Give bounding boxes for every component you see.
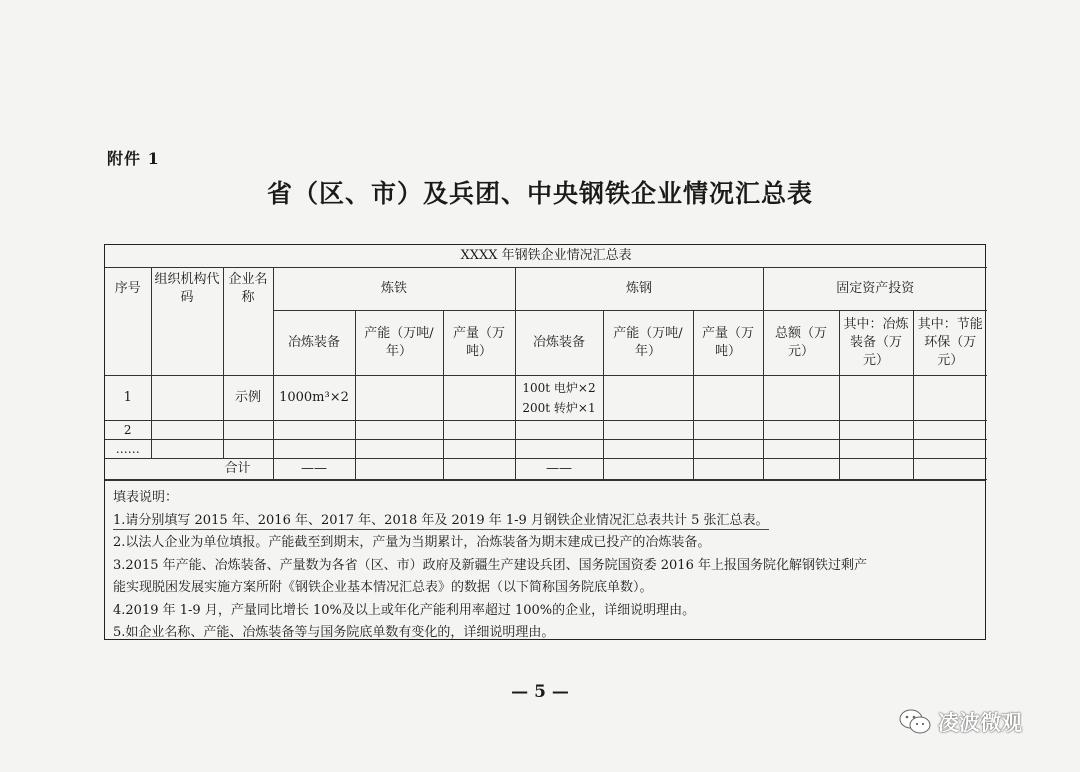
note-item-2: 2.以法人企业为单位填报。产能截至到期末，产量为当期累计，冶炼装备为期末建成已投产的冶炼装备。 — [113, 535, 711, 550]
header-steel-output: 产量（万吨） — [693, 311, 763, 376]
note-item-3: 3.2015 年产能、冶炼装备、产量数为各省（区、市）政府及新疆生产建设兵团、国务院国资委 2016 年上报国务院化解钢铁过剩产 — [113, 557, 867, 573]
header-iron-capacity: 产能（万吨/年） — [355, 311, 443, 376]
total-row — [105, 459, 987, 480]
note-item-1-text: 1.请分别填写 2015 年、2016 年、2017 年、2018 年及 2019 年 1-9 月钢铁企业情况汇总表共计 5 张汇总表。 — [113, 512, 769, 528]
header-of-which-energy: 其中：节能环保（万元） — [913, 311, 987, 376]
header-iron-output: 产量（万吨） — [443, 311, 515, 376]
header-org-code: 组织机构代码 — [151, 268, 223, 376]
header-seq: 序号 — [105, 268, 151, 376]
cell-total-amount — [763, 376, 839, 421]
header-ironmaking: 炼铁 — [273, 268, 515, 311]
notes-heading: 填表说明： — [113, 490, 179, 505]
table-row — [105, 440, 987, 459]
document-title: 省（区、市）及兵团、中央钢铁企业情况汇总表 — [266, 179, 813, 208]
summary-sheet — [104, 244, 986, 640]
table-caption: XXXX 年钢铁企业情况汇总表 — [105, 245, 987, 268]
header-of-which-equipment: 其中：冶炼装备（万元） — [839, 311, 913, 376]
total-label: 合计 — [105, 459, 273, 480]
cell-steel-equipment — [515, 376, 603, 421]
notes-section — [105, 480, 985, 645]
cell-seq: …… — [105, 440, 151, 459]
watermark — [898, 705, 1022, 739]
watermark-text: 凌波微观 — [938, 711, 1022, 735]
cell-seq: 2 — [105, 421, 151, 440]
cell-iron-capacity — [355, 376, 443, 421]
total-iron-equipment: —— — [273, 459, 355, 480]
header-steel-capacity: 产能（万吨/年） — [603, 311, 693, 376]
table-row — [105, 376, 987, 421]
cell-of-which-equipment — [839, 376, 913, 421]
note-item-4: 4.2019 年 1-9 月，产量同比增长 10%及以上或年化产能利用率超过 100%的企业，详细说明理由。 — [113, 602, 696, 618]
header-fixed-assets: 固定资产投资 — [763, 268, 987, 311]
note-item-3-cont: 能实现脱困发展实施方案所附《钢铁企业基本情况汇总表》的数据（以下简称国务院底单数）。 — [113, 580, 653, 595]
header-steelmaking: 炼钢 — [515, 268, 763, 311]
header-total-amount: 总额（万元） — [763, 311, 839, 376]
cell-steel-output — [693, 376, 763, 421]
wechat-icon — [898, 708, 932, 736]
cell-iron-equipment: 1000m³×2 — [273, 376, 355, 421]
steel-equipment-line-1: 100t 电炉×2 — [522, 381, 596, 395]
cell-steel-capacity — [603, 376, 693, 421]
cell-company: 示例 — [223, 376, 273, 421]
steel-equipment-line-2: 200t 转炉×1 — [522, 401, 596, 415]
cell-of-which-energy — [913, 376, 987, 421]
header-company: 企业名称 — [223, 268, 273, 376]
header-iron-equipment: 冶炼装备 — [273, 311, 355, 376]
attachment-label: 附件 1 — [107, 149, 160, 168]
cell-org-code — [151, 376, 223, 421]
header-steel-equipment: 冶炼装备 — [515, 311, 603, 376]
cell-iron-output — [443, 376, 515, 421]
summary-table — [105, 245, 987, 480]
note-item-5: 5.如企业名称、产能、冶炼装备等与国务院底单数有变化的，详细说明理由。 — [113, 625, 555, 640]
table-row — [105, 421, 987, 440]
total-steel-equipment: —— — [515, 459, 603, 480]
note-item-1 — [113, 510, 977, 533]
cell-seq: 1 — [105, 376, 151, 421]
page-number: — 5 — — [511, 682, 569, 702]
